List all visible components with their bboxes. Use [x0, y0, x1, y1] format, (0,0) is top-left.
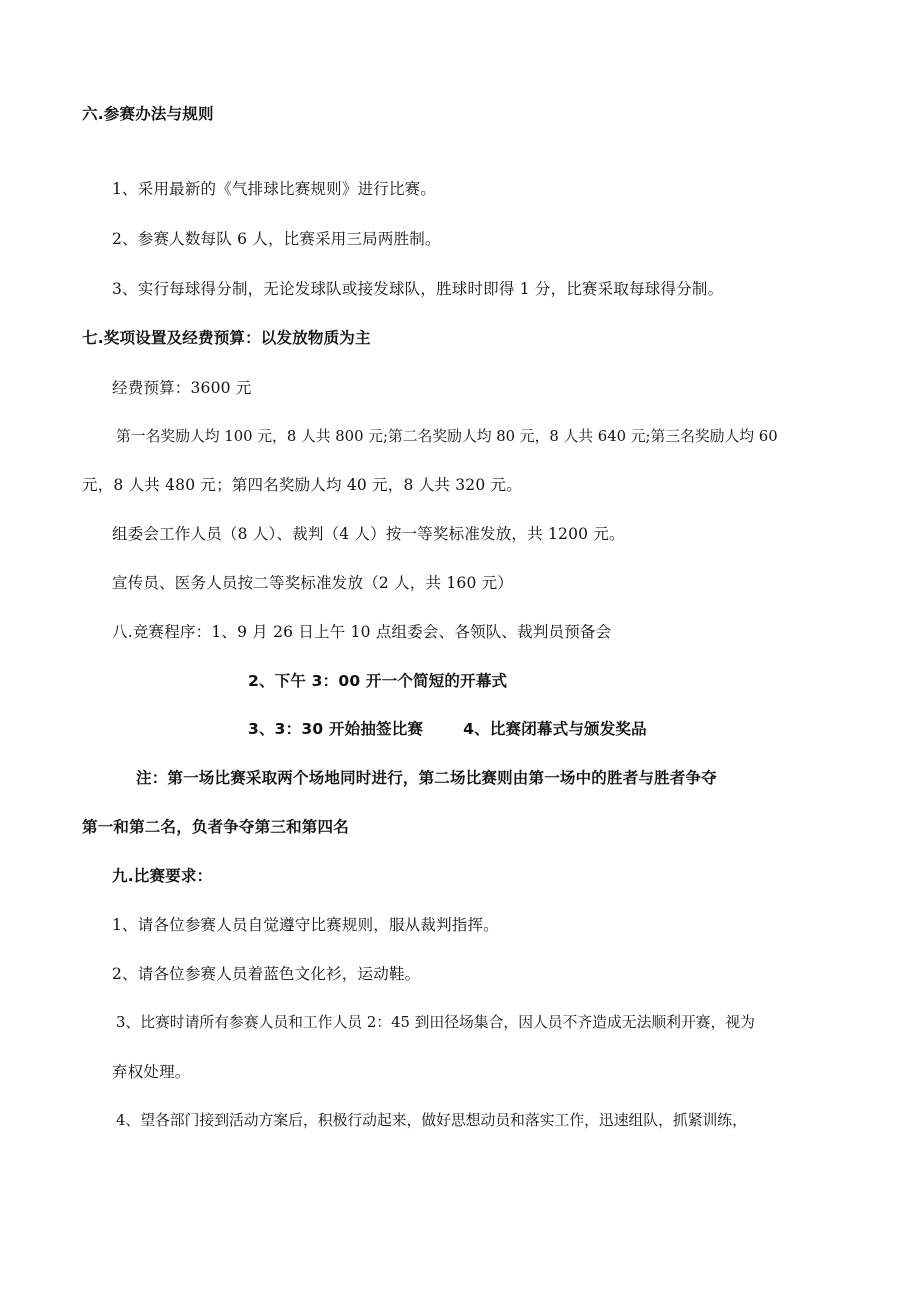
requirement-item-3-line-1: 3、比赛时请所有参赛人员和工作人员 2：45 到田径场集合，因人员不齐造成无法顺利开赛，视为	[116, 1014, 755, 1031]
schedule-steps-3-4	[248, 719, 647, 739]
section-7-heading: 七.奖项设置及经费预算：以发放物质为主	[82, 329, 371, 347]
section-8-heading-text: 八.竞赛程序：1、9 月 26 日上午 10 点组委会、各领队、裁判员预备会	[112, 623, 612, 641]
section-9-heading: 九.比赛要求：	[112, 867, 213, 885]
schedule-step-4: 4、比赛闭幕式与颁发奖品	[463, 720, 647, 738]
staff-award-line: 组委会工作人员（8 人）、裁判（4 人）按一等奖标准发放，共 1200 元。	[112, 525, 625, 543]
prize-line-2: 元，8 人共 480 元；第四名奖励人均 40 元，8 人共 320 元。	[82, 476, 522, 494]
schedule-note-line-1: 注：第一场比赛采取两个场地同时进行，第二场比赛则由第一场中的胜者与胜者争夺	[136, 769, 717, 787]
schedule-note-line-2: 第一和第二名，负者争夺第三和第四名	[82, 818, 349, 836]
requirement-item-4: 4、望各部门接到活动方案后，积极行动起来，做好思想动员和落实工作，迅速组队，抓紧训练，	[116, 1112, 747, 1129]
requirement-item-1: 1、请各位参赛人员自觉遵守比赛规则，服从裁判指挥。	[112, 916, 499, 934]
requirement-item-3-line-2: 弃权处理。	[112, 1063, 191, 1081]
prize-line-1: 第一名奖励人均 100 元，8 人共 800 元;第二名奖励人均 80 元，8 人共 640 元;第三名奖励人均 60	[116, 428, 778, 445]
section-6-item-1: 1、采用最新的《气排球比赛规则》进行比赛。	[112, 180, 437, 198]
section-6-heading: 六.参赛办法与规则	[82, 105, 214, 123]
publicity-award-line: 宣传员、医务人员按二等奖标准发放（2 人，共 160 元）	[112, 574, 514, 592]
requirement-item-2: 2、请各位参赛人员着蓝色文化衫，运动鞋。	[112, 965, 421, 983]
section-6-item-3: 3、实行每球得分制，无论发球队或接发球队，胜球时即得 1 分，比赛采取每球得分制。	[112, 280, 724, 298]
section-6-item-2: 2、参赛人数每队 6 人，比赛采用三局两胜制。	[112, 230, 441, 248]
budget-total: 经费预算：3600 元	[112, 379, 252, 397]
schedule-step-3: 3、3：30 开始抽签比赛	[248, 720, 424, 738]
section-8-heading-and-step-1	[112, 622, 611, 642]
schedule-step-2: 2、下午 3：00 开一个简短的开幕式	[248, 672, 508, 690]
